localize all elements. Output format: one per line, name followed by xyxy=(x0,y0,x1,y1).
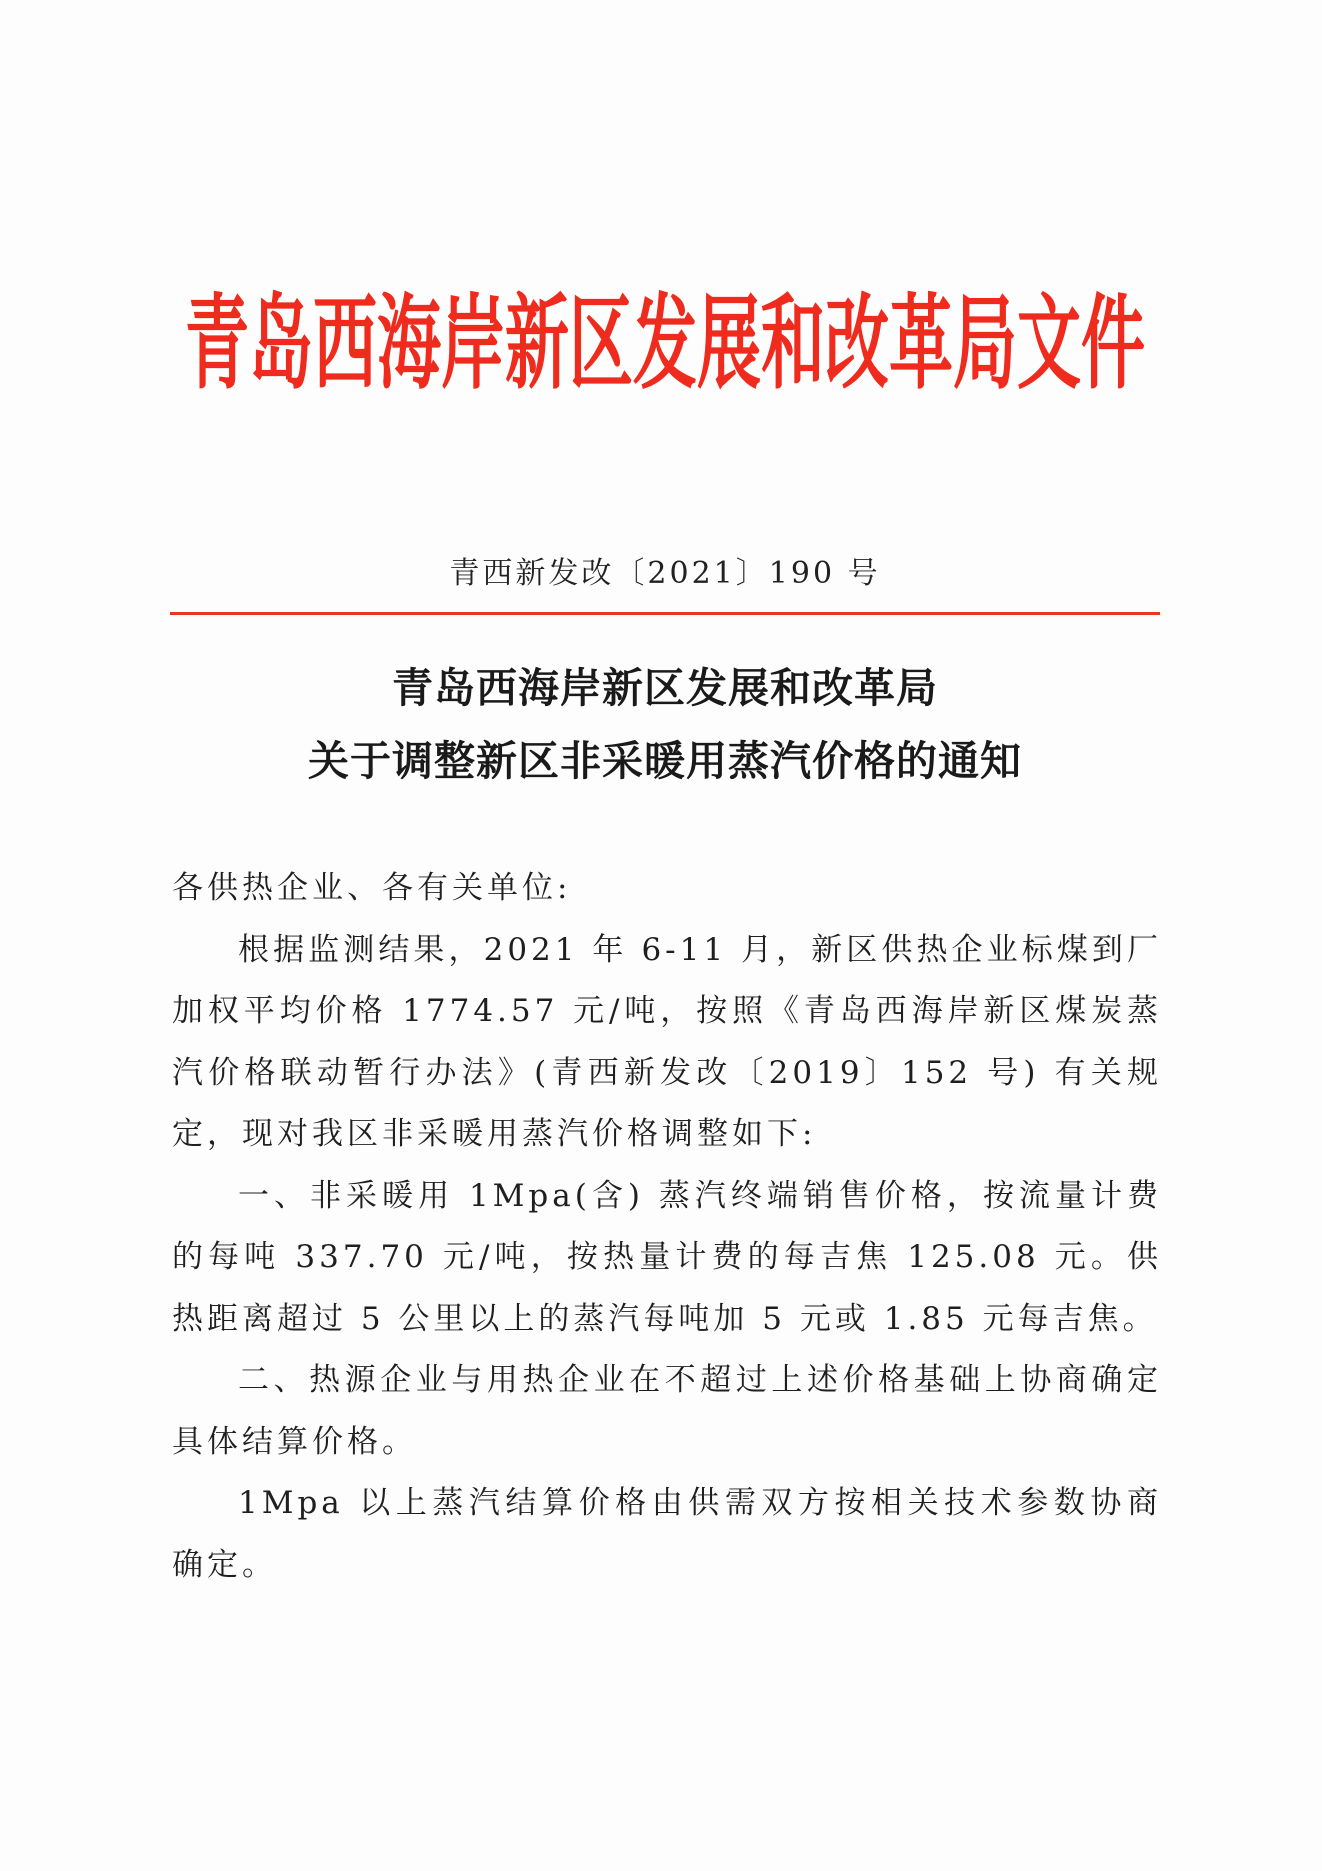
notice-title-line-1: 青岛西海岸新区发展和改革局 xyxy=(392,664,938,712)
paragraph-price-item-2: 二、热源企业与用热企业在不超过上述价格基础上协商确定具体结算价格。 xyxy=(172,1362,1162,1460)
document-number: 青西新发改〔2021〕190 号 xyxy=(449,556,881,591)
notice-title-line-2: 关于调整新区非采暖用蒸汽价格的通知 xyxy=(308,737,1022,785)
salutation: 各供热企业、各有关单位: xyxy=(172,870,572,906)
paragraph-price-item-1: 一、非采暖用 1Mpa(含) 蒸汽终端销售价格，按流量计费的每吨 337.70 元/吨，按热量计费的每吉焦 125.08 元。供热距离超过 5 公里以上的蒸汽每吨加 5 元或 1.85 元每吉焦。 xyxy=(172,1177,1162,1337)
letterhead-title: 青岛西海岸新区发展和改革局文件 xyxy=(185,285,1145,405)
paragraph-monitoring-result: 根据监测结果，2021 年 6-11 月，新区供热企业标煤到厂加权平均价格 1774.57 元/吨，按照《青岛西海岸新区煤炭蒸汽价格联动暂行办法》(青西新发改〔2019〕152 号) 有关规定，现对我区非采暖用蒸汽价格调整如下: xyxy=(172,931,1162,1152)
paragraph-high-pressure-note: 1Mpa 以上蒸汽结算价格由供需双方按相关技术参数协商确定。 xyxy=(172,1485,1162,1583)
notice-body xyxy=(172,858,1162,1596)
red-divider-line xyxy=(170,612,1160,615)
